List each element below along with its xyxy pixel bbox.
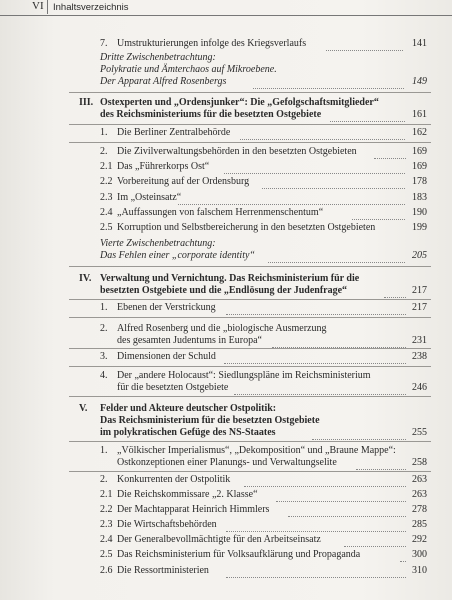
entry-page: 161 [412,109,427,120]
running-header [0,0,452,16]
entry-number: 2.2 [100,504,113,515]
chapter-title-line: des Reichsministeriums für die besetzten Ostgebiete [100,109,322,120]
entry-number: 1. [100,302,108,313]
entry-title-continued: Ostkonzeptionen einer Planungs- und Verwaltungselite [117,457,337,468]
entry-number: 2.3 [100,192,113,203]
entry-title-continued: für die besetzten Ostgebiete [117,382,229,393]
leader-dots [384,285,406,298]
entry-title: Dritte Zwischenbetrachtung: [100,52,216,63]
section-divider [69,396,431,397]
header-title: Inhaltsverzeichnis [53,2,129,13]
entry-page: 263 [412,489,427,500]
entry-title: Der Generalbevollmächtigte für den Arbeitseinsatz [117,534,321,545]
chapter-title-line: Felder und Akteure deutscher Ostpolitik: [100,403,277,414]
entry-number: 2.1 [100,489,113,500]
leader-dots [268,250,405,263]
entry-number: 3. [100,351,108,362]
chapter-title-line: Verwaltung und Vernichtung. Das Reichsministerium für die [100,273,360,284]
leader-dots [226,302,406,315]
leader-dots [234,382,406,395]
entry-page: 169 [412,146,427,157]
entry-title: Umstrukturierungen infolge des Kriegsverlaufs [117,38,307,49]
entry-number: 2. [100,323,108,334]
leader-dots [178,192,405,205]
leader-dots [326,38,403,51]
leader-dots [344,534,406,547]
entry-page: 263 [412,474,427,485]
entry-page: 292 [412,534,427,545]
entry-page: 190 [412,207,427,218]
entry-page: 183 [412,192,427,203]
entry-page: 310 [412,565,427,576]
leader-dots [226,519,406,532]
entry-title: Die Reichskommissare „2. Klasse“ [117,489,258,500]
header-divider [47,0,48,14]
section-divider [69,266,431,267]
entry-page: 278 [412,504,427,515]
entry-title: Die Berliner Zentralbehörde [117,127,231,138]
entry-number: 2.6 [100,565,113,576]
entry-number: 7. [100,38,108,49]
chapter-number: IV. [79,273,92,284]
entry-number: 2.5 [100,549,113,560]
entry-page: 162 [412,127,427,138]
entry-page: 258 [412,457,427,468]
entry-number: 2. [100,146,108,157]
entry-title: Vierte Zwischenbetrachtung: [100,238,216,249]
entry-number: 2. [100,474,108,485]
entry-number: 2.5 [100,222,113,233]
entry-title: Der Apparat Alfred Rosenbergs [100,76,227,87]
entry-page: 199 [412,222,427,233]
chapter-number: III. [79,97,94,108]
entry-title: Das Fehlen einer „corporate identity“ [100,250,255,261]
section-divider [69,299,431,300]
section-divider [69,348,431,349]
leader-dots [288,504,406,517]
section-divider [69,317,431,318]
entry-title: Die Zivilverwaltungsbehörden in den besetzten Ostgebieten [117,146,357,157]
entry-number: 1. [100,445,108,456]
entry-title: Im „Osteinsatz“ [117,192,182,203]
leader-dots [244,474,406,487]
entry-page: 285 [412,519,427,530]
entry-page: 238 [412,351,427,362]
leader-dots [400,549,406,562]
chapter-title-line: besetzten Ostgebiete und die „Endlösung der Judenfrage“ [100,285,348,296]
leader-dots [226,565,406,578]
leader-dots [272,335,406,348]
entry-page: 141 [412,38,427,49]
section-divider [69,142,431,143]
entry-title: Das „Führerkorps Ost“ [117,161,210,172]
leader-dots [276,489,406,502]
entry-page: 205 [412,250,427,261]
entry-page: 169 [412,161,427,172]
leader-dots [312,427,406,440]
chapter-title-line: im polykratischen Gefüge des NS-Staates [100,427,276,438]
entry-page: 217 [412,302,427,313]
entry-title: Der Machtapparat Heinrich Himmlers [117,504,270,515]
entry-number: 2.4 [100,207,113,218]
entry-number: 2.4 [100,534,113,545]
entry-title: Die Wirtschaftsbehörden [117,519,217,530]
entry-number: 2.1 [100,161,113,172]
section-divider [69,92,431,93]
entry-title: „Völkischer Imperialismus“, „Dekomposition“ und „Braune Mappe“: [117,445,396,456]
entry-page: 246 [412,382,427,393]
entry-page: 149 [412,76,427,87]
leader-dots [374,146,406,159]
entry-title: Die Ressortministerien [117,565,209,576]
leader-dots [253,76,404,89]
entry-page: 300 [412,549,427,560]
entry-page: 255 [412,427,427,438]
entry-title: Das Reichsministerium für Volksaufklärung und Propaganda [117,549,361,560]
leader-dots [330,109,405,122]
entry-page: 217 [412,285,427,296]
section-divider [69,366,431,367]
entry-page: 231 [412,335,427,346]
leader-dots [262,176,405,189]
entry-title: Konkurrenten der Ostpolitik [117,474,231,485]
entry-number: 4. [100,370,108,381]
entry-title: Alfred Rosenberg und die „biologische Ausmerzung [117,323,327,334]
entry-number: 2.3 [100,519,113,530]
chapter-number: V. [79,403,88,414]
entry-title: Polykratie und Ämterchaos auf Mikroebene. [100,64,277,75]
entry-title: Vorbereitung auf der Ordensburg [117,176,250,187]
entry-title: Dimensionen der Schuld [117,351,216,362]
section-divider [69,471,431,472]
chapter-title-line: Ostexperten und „Ordensjunker“: Die „Gefolgschaftsmitglieder“ [100,97,379,108]
leader-dots [356,457,406,470]
leader-dots [224,351,406,364]
leader-dots [352,207,405,220]
chapter-title-line: Das Reichsministerium für die besetzten Ostgebiete [100,415,320,426]
entry-title-continued: des gesamten Judentums in Europa“ [117,335,262,346]
entry-number: 2.2 [100,176,113,187]
entry-page: 178 [412,176,427,187]
header-page-number: VI [32,0,44,12]
entry-title: Ebenen der Verstrickung [117,302,216,313]
entry-title: „Auffassungen von falschem Herrenmenschentum“ [117,207,324,218]
section-divider [69,124,431,125]
entry-title: Der „andere Holocaust“: Siedlungspläne im Reichsministerium [117,370,371,381]
leader-dots [224,161,405,174]
leader-dots [240,127,405,140]
entry-number: 1. [100,127,108,138]
section-divider [69,441,431,442]
entry-title: Korruption und Selbstbereicherung in den besetzten Ostgebieten [117,222,376,233]
